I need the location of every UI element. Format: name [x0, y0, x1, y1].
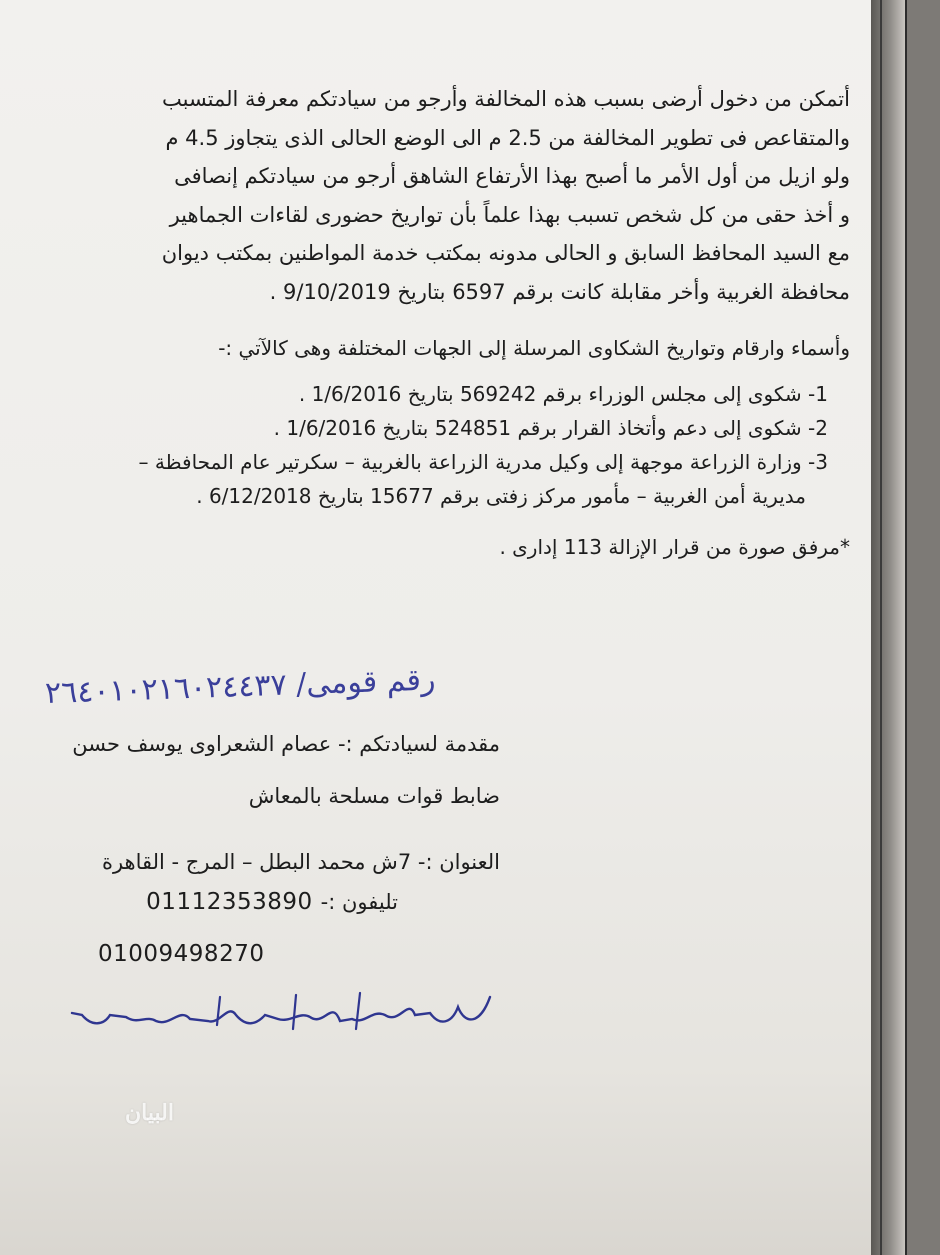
sender-address: العنوان :- 7ش محمد البطل – المرج - القاهرة — [101, 850, 500, 874]
body-line-1: أتمكن من دخول أرضى بسبب هذه المخالفة وأرجو من سيادتكم معرفة المتسبب — [161, 87, 850, 111]
sender-block — [40, 724, 500, 894]
handwritten-national-id: رقم قومى/ ٢٦٤٠١٠٢١٦٠٢٤٤٣٧ — [44, 662, 437, 712]
sender-title: ضابط قوات مسلحة بالمعاش — [248, 784, 500, 808]
phone-row-2 — [98, 934, 398, 986]
complaints-intro: وأسماء وارقام وتواريخ الشكاوى المرسلة إلى الجهات المختلفة وهى كالآتي :- — [218, 336, 850, 360]
margin-rule — [880, 0, 882, 1255]
complaint-item-3: 3- وزارة الزراعة موجهة إلى وكيل مدرية الزراعة بالغربية – سكرتير عام المحافظة – — [138, 450, 828, 474]
body-line-5: مع السيد المحافظ السابق و الحالى مدونه بمكتب خدمة المواطنين بمكتب ديوان — [161, 241, 850, 265]
phone-row-1 — [98, 882, 398, 934]
phone-number-2: 01009498270 — [98, 941, 265, 967]
publisher-watermark: البيان — [125, 1100, 174, 1126]
page-edge — [871, 0, 905, 1255]
handwritten-signature — [60, 985, 500, 1035]
phone-label: تليفون :- — [320, 890, 398, 914]
body-line-3: ولو ازيل من أول الأمر ما أصبح بهذا الأرتفاع الشاهق أرجو من سيادتكم إنصافى — [174, 164, 850, 188]
complaint-item-3-continued: مديرية أمن الغربية – مأمور مركز زفتى برقم 15677 بتاريخ 6/12/2018 . — [196, 484, 806, 508]
letter-body — [70, 80, 850, 559]
presented-by: مقدمة لسيادتكم :- عصام الشعراوى يوسف حسن — [72, 732, 500, 756]
attachment-note: *مرفق صورة من قرار الإزالة 113 إدارى . — [499, 535, 850, 559]
complaint-item-2: 2- شكوى إلى دعم وأتخاذ القرار برقم 524851 بتاريخ 1/6/2016 . — [273, 416, 828, 440]
phone-block — [98, 882, 398, 986]
body-line-6: محافظة الغربية وأخر مقابلة كانت برقم 6597 بتاريخ 9/10/2019 . — [269, 279, 850, 304]
phone-number-1: 01112353890 — [146, 889, 313, 915]
body-line-4: و أخذ حقى من كل شخص تسبب بهذا علماً بأن تواريخ حضورى لقاءات الجماهير — [169, 202, 850, 227]
signature-scrawl — [60, 985, 500, 1035]
body-line-2: والمتقاعص فى تطوير المخالفة من 2.5 م الى الوضع الحالى الذى يتجاوز 4.5 م — [165, 125, 850, 150]
complaint-item-1: 1- شكوى إلى مجلس الوزراء برقم 569242 بتاريخ 1/6/2016 . — [298, 382, 828, 406]
complaints-list — [70, 377, 850, 513]
